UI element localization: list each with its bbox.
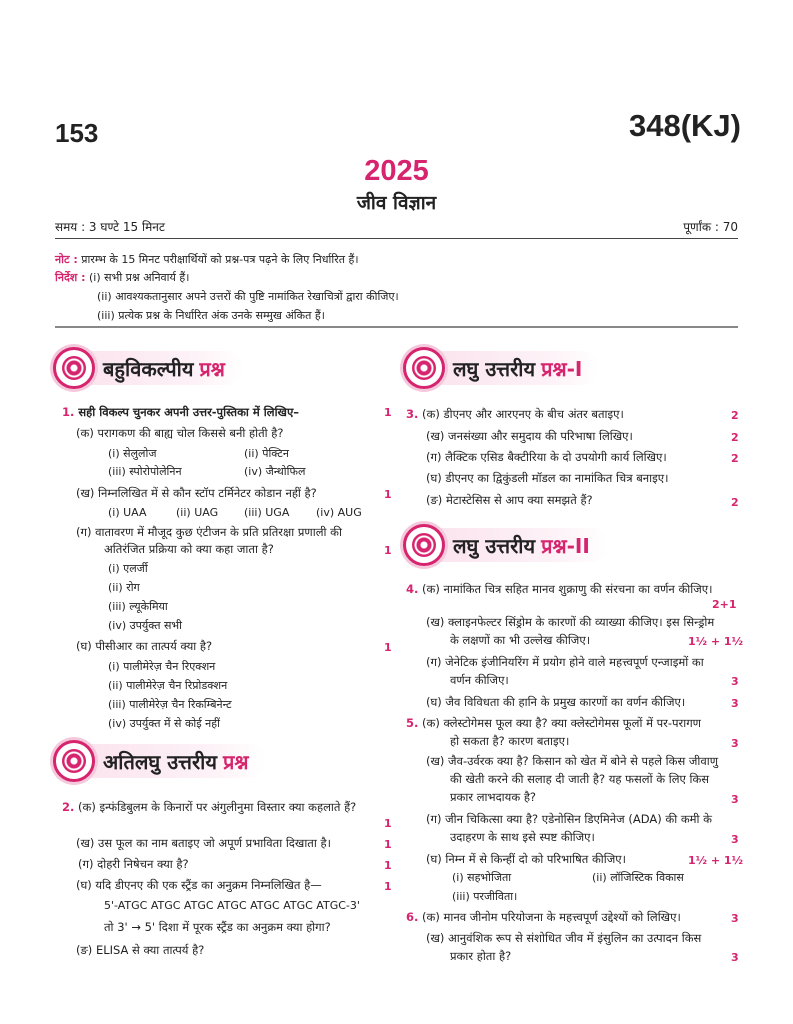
section-suffix: प्रश्न-II — [541, 533, 590, 558]
question-2-ga: (ग) दोहरी निषेचन क्या है? — [78, 857, 189, 871]
marks: 1 — [384, 817, 392, 830]
question-6-kha: (ख) आनुवंशिक रूप से संशोधित जीव में इंसुलिन का उत्पादन किस — [426, 931, 702, 945]
marks: 3 — [731, 675, 739, 688]
option: (ii) लॉजिस्टिक विकास — [592, 871, 684, 884]
option: (ii) पेक्टिन — [244, 447, 289, 460]
section-suffix: प्रश्न — [222, 749, 249, 774]
question-3-gha: (घ) डीएनए का द्विकुंडली मॉडल का नामांकित चित्र बनाइए। — [426, 471, 669, 485]
marks: 1 — [384, 406, 392, 419]
exam-year: 2025 — [364, 155, 429, 187]
marks: 1 — [384, 544, 392, 557]
page-number: 153 — [55, 118, 99, 148]
dna-sequence: 5'-ATGC ATGC ATGC ATGC ATGC ATGC ATGC-3' — [104, 899, 360, 912]
option: (iii) पालीमेरेज़ चैन रिकम्बिनेन्ट — [108, 698, 232, 711]
marks: 2 — [731, 431, 739, 444]
divider-top — [55, 238, 738, 239]
option: (iii) ल्यूकेमिया — [108, 600, 168, 613]
instruction-2: (ii) आवश्यकतानुसार अपने उत्तरों की पुष्टि नामांकित रेखाचित्रों द्वारा कीजिए। — [97, 290, 399, 303]
note-text: प्रारम्भ के 15 मिनट परीक्षार्थियों को प्रश्न-पत्र पढ़ने के लिए निर्धारित हैं। — [81, 253, 359, 266]
section-banner-mcq — [53, 347, 243, 389]
question-number: 5. — [406, 716, 419, 730]
option: (iii) UGA — [244, 506, 290, 519]
question-5-kha-cont2: प्रकार लाभदायक है? — [450, 790, 537, 804]
marks: 1½ + 1½ — [688, 854, 743, 867]
question-number: 3. — [406, 407, 419, 421]
section-title: लघु उत्तरीय — [453, 533, 536, 558]
note-line — [55, 252, 359, 267]
question-5-ka-cont: हो सकता है? कारण बताइए। — [450, 734, 570, 748]
question-6-kha-cont: प्रकार होता है? — [450, 949, 512, 963]
question-4-ka — [406, 581, 712, 598]
instruction-1 — [55, 270, 189, 285]
target-icon — [53, 740, 95, 782]
section-banner-short-2 — [403, 524, 608, 566]
question-number: 4. — [406, 582, 419, 596]
option: (iv) उपर्युक्त सभी — [108, 619, 182, 632]
question-3-ka — [406, 406, 624, 423]
question-3-kha: (ख) जनसंख्या और समुदाय की परिभाषा लिखिए। — [426, 429, 633, 443]
option: (iv) AUG — [316, 506, 362, 519]
option: (iv) जैन्थोफिल — [244, 465, 306, 478]
option: (iii) स्पोरोपोलेनिन — [108, 465, 182, 478]
question-4-kha-cont: के लक्षणों का भी उल्लेख कीजिए। — [450, 633, 591, 647]
question-2-nga: (ङ) ELISA से क्या तात्पर्य है? — [76, 943, 205, 957]
question-text: (क) इन्फंडिबुलम के किनारों पर अंगुलीनुमा विस्तार क्या कहलाते हैं? — [78, 800, 357, 814]
option: (iii) परजीविता। — [452, 890, 518, 903]
question-4-ga: (ग) जेनेटिक इंजीनियरिंग में प्रयोग होने वाले महत्त्वपूर्ण एन्जाइमों का — [426, 655, 704, 669]
marks: 2+1 — [712, 598, 737, 611]
section-suffix: प्रश्न-I — [541, 356, 583, 381]
marks: 1½ + 1½ — [688, 635, 743, 648]
section-title: अतिलघु उत्तरीय — [103, 749, 217, 774]
option: (ii) UAG — [176, 506, 219, 519]
question-1-gha: (घ) पीसीआर का तात्पर्य क्या है? — [76, 639, 213, 653]
question-1-kha: (ख) निम्नलिखित में से कौन स्टॉप टर्मिनेटर कोडान नहीं है? — [76, 486, 317, 500]
question-5-kha: (ख) जैव-उर्वरक क्या है? किसान को खेत में बोने से पहले किस जीवाणु — [426, 754, 719, 768]
option: (i) पालीमेरेज़ चैन रिएक्शन — [108, 660, 216, 673]
question-1-ga-cont: अतिरंजित प्रक्रिया को क्या कहा जाता है? — [104, 542, 274, 556]
question-number: 1. — [62, 405, 75, 419]
marks: 1 — [384, 838, 392, 851]
section-suffix: प्रश्न — [199, 356, 225, 381]
marks: 3 — [731, 951, 739, 964]
option: (i) एलर्जी — [108, 562, 148, 575]
target-icon — [53, 347, 95, 389]
question-2-gha-cont: तो 3' → 5' दिशा में पूरक स्ट्रैंड का अनुक्रम क्या होगा? — [104, 920, 331, 934]
marks: 2 — [731, 409, 739, 422]
question-5-ga: (ग) जीन चिकित्सा क्या है? एडेनोसिन डिएमिनेज (ADA) की कमी के — [426, 812, 712, 826]
marks: 1 — [384, 880, 392, 893]
option: (ii) पालीमेरेज़ चैन रिप्रोडक्शन — [108, 679, 228, 692]
section-banner-very-short — [53, 740, 266, 782]
section-title: बहुविकल्पीय — [103, 356, 194, 381]
question-2-kha: (ख) उस फूल का नाम बताइए जो अपूर्ण प्रभाविता दिखाता है। — [76, 836, 331, 850]
question-text: (क) क्लेस्टोगेमस फूल क्या है? क्या क्लेस्टोगेमस फूलों में पर-परागण — [422, 716, 701, 730]
instruction-1-text: (i) सभी प्रश्न अनिवार्य हैं। — [89, 271, 190, 284]
question-2-gha: (घ) यदि डीएनए की एक स्ट्रैंड का अनुक्रम निम्नलिखित है— — [76, 878, 322, 892]
note-label: नोट : — [55, 253, 78, 266]
option: (i) सहभोजिता — [452, 871, 512, 884]
option: (iv) उपर्युक्त में से कोई नहीं — [108, 717, 220, 730]
time-allowed: समय : 3 घण्टे 15 मिनट — [55, 220, 165, 234]
question-5-ka — [406, 715, 701, 732]
question-text: (क) डीएनए और आरएनए के बीच अंतर बताइए। — [422, 407, 624, 421]
question-2-ka — [62, 799, 356, 816]
question-4-kha: (ख) क्लाइनफेल्टर सिंड्रोम के कारणों की व्याख्या कीजिए। इस सिन्ड्रोम — [426, 615, 715, 629]
question-number: 2. — [62, 800, 75, 814]
marks: 2 — [731, 452, 739, 465]
question-1-ka: (क) परागकण की बाह्य चोल किससे बनी होती है? — [76, 426, 284, 440]
marks: 2 — [731, 496, 739, 509]
option: (i) सेलुलोज — [108, 447, 157, 460]
marks: 1 — [384, 859, 392, 872]
max-marks: पूर्णांक : 70 — [683, 220, 738, 234]
marks: 1 — [384, 641, 392, 654]
question-text: (क) नामांकित चित्र सहित मानव शुक्राणु की संरचना का वर्णन कीजिए। — [422, 582, 713, 596]
target-icon — [403, 524, 445, 566]
question-stem: सही विकल्प चुनकर अपनी उत्तर-पुस्तिका में लिखिए– — [78, 405, 300, 419]
section-banner-short-1 — [403, 347, 600, 389]
question-3-nga: (ङ) मेटास्टेसिस से आप क्या समझते हैं? — [426, 493, 593, 507]
instruction-3: (iii) प्रत्येक प्रश्न के निर्धारित अंक उनके सम्मुख अंकित हैं। — [97, 309, 325, 322]
question-4-gha: (घ) जैव विविधता की हानि के प्रमुख कारणों का वर्णन कीजिए। — [426, 695, 686, 709]
question-5-gha: (घ) निम्न में से किन्हीं दो को परिभाषित कीजिए। — [426, 852, 627, 866]
marks: 3 — [731, 833, 739, 846]
question-number: 6. — [406, 910, 419, 924]
question-1 — [62, 404, 299, 421]
marks: 3 — [731, 912, 739, 925]
marks: 3 — [731, 697, 739, 710]
question-3-ga: (ग) लैक्टिक एसिड बैक्टीरिया के दो उपयोगी कार्य लिखिए। — [426, 450, 667, 464]
marks: 3 — [731, 737, 739, 750]
marks: 3 — [731, 793, 739, 806]
section-title: लघु उत्तरीय — [453, 356, 536, 381]
question-4-ga-cont: वर्णन कीजिए। — [450, 673, 509, 687]
divider-notes — [55, 326, 738, 328]
question-5-kha-cont: की खेती करने की सलाह दी जाती है? यह फसलों के लिए किस — [450, 772, 710, 786]
paper-code: 348(KJ) — [629, 108, 741, 143]
question-1-ga: (ग) वातावरण में मौजूद कुछ एंटीजन के प्रति प्रतिरक्षा प्रणाली की — [76, 525, 342, 539]
question-text: (क) मानव जीनोम परियोजना के महत्त्वपूर्ण उद्देश्यों को लिखिए। — [422, 910, 681, 924]
option: (ii) रोग — [108, 581, 140, 594]
marks: 1 — [384, 488, 392, 501]
question-6-ka — [406, 909, 681, 926]
question-5-ga-cont: उदाहरण के साथ इसे स्पष्ट कीजिए। — [450, 830, 595, 844]
target-icon — [403, 347, 445, 389]
instruction-label: निर्देश : — [55, 271, 86, 284]
option: (i) UAA — [108, 506, 147, 519]
subject-title: जीव विज्ञान — [356, 192, 437, 214]
